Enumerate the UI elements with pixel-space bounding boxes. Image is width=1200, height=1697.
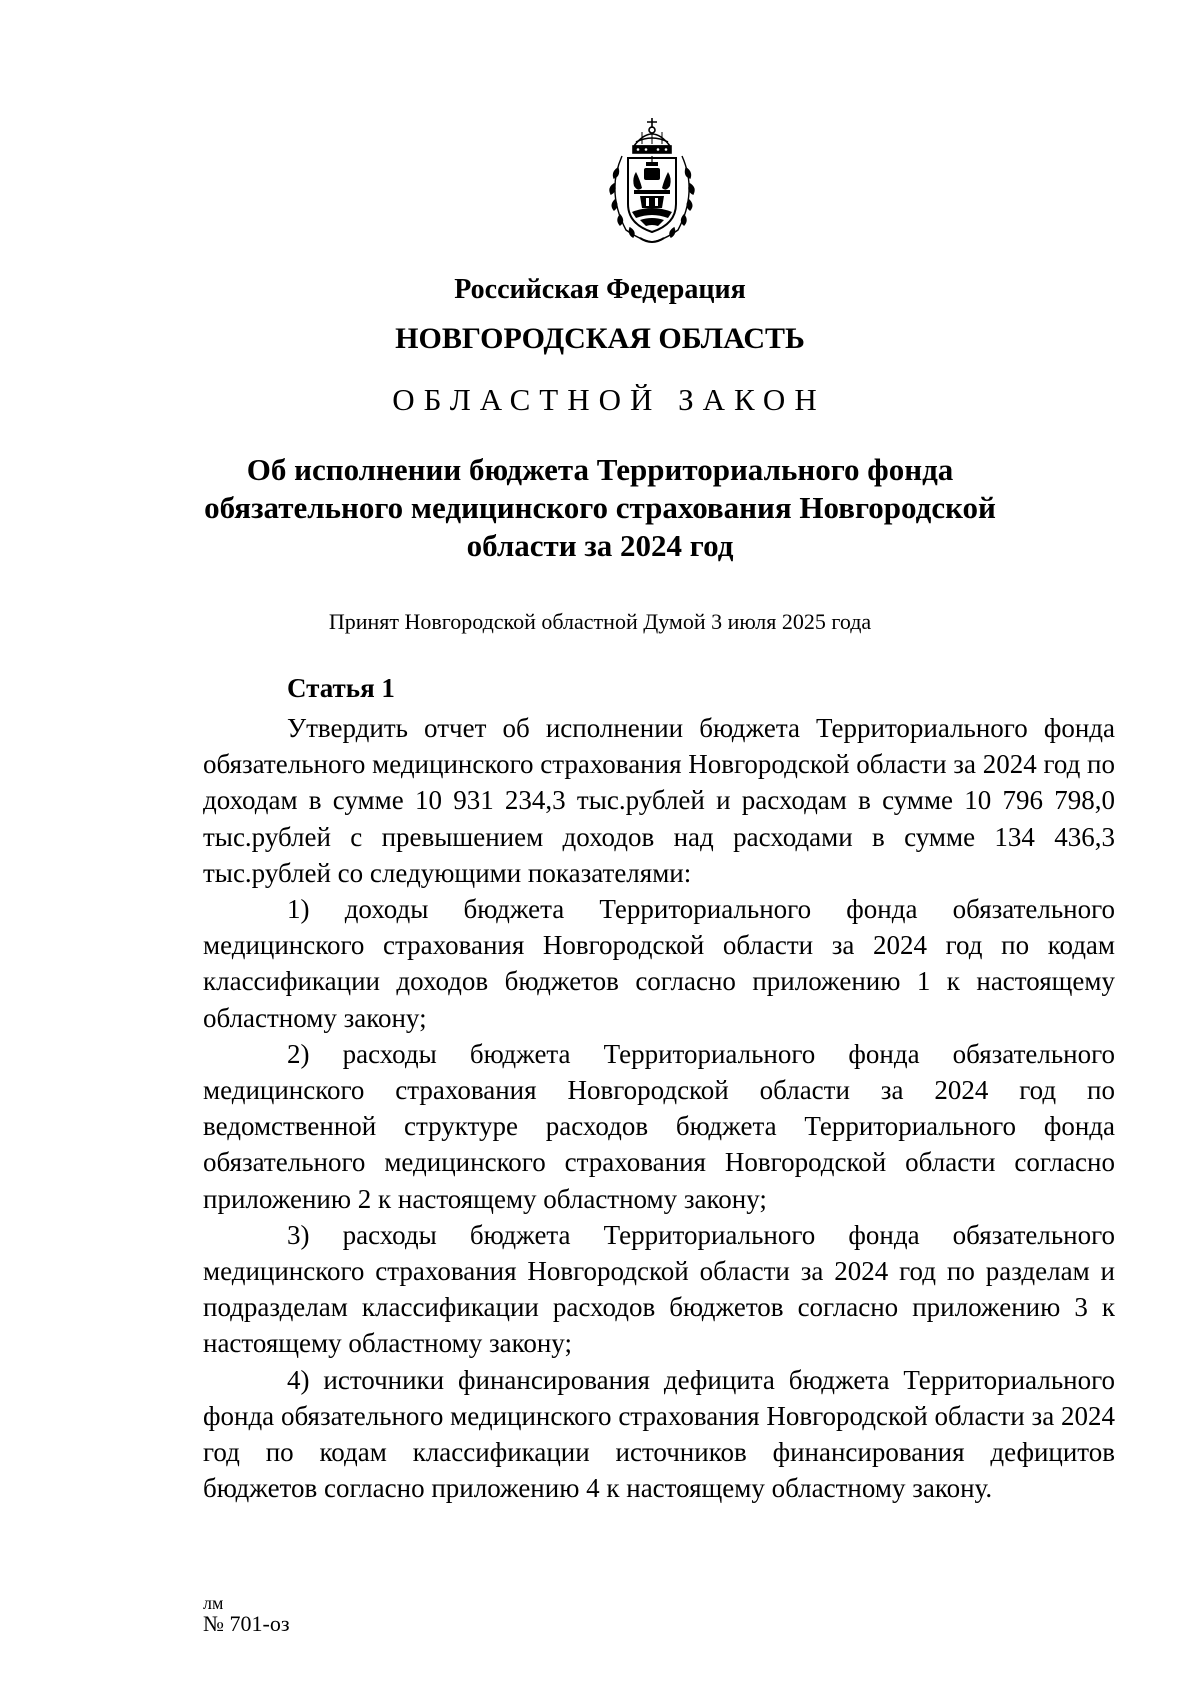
article-heading: Статья 1 <box>287 673 395 703</box>
country-name: Российская Федерация <box>454 274 746 305</box>
document-type: ОБЛАСТНОЙ ЗАКОН <box>392 382 826 417</box>
law-title-line: Об исполнении бюджета Территориального фонда <box>246 452 954 487</box>
coat-of-arms-icon <box>600 112 704 248</box>
adoption-note: Принят Новгородской областной Думой 3 июля 2025 года <box>328 609 872 634</box>
document-footer <box>203 1594 290 1635</box>
article-item: 2) расходы бюджета Территориального фонда обязательного медицинского страхования Новгородской области за 2024 год по ведомственной структуре расходов бюджета Территориального фонда обязательного медицинского страхования Новгородской области согласно приложению 2 к настоящему областному закону; <box>203 1038 1115 1214</box>
article-item: 1) доходы бюджета Территориального фонда обязательного медицинского страхования Новгородской области за 2024 год по кодам классификации доходов бюджетов согласно приложению 1 к настоящему областному закону; <box>203 894 1115 1033</box>
law-title <box>0 451 1200 565</box>
law-number: № 701-оз <box>203 1611 290 1636</box>
article-body <box>203 673 1115 1506</box>
article-item: 4) источники финансирования дефицита бюджета Территориального фонда обязательного медицинского страхования Новгородской области за 2024 год по кодам классификации источников финансирования дефицитов бюджетов согласно приложению 4 к настоящему областному закону. <box>203 1364 1115 1504</box>
executor-initials: лм <box>203 1593 224 1613</box>
region-name: НОВГОРОДСКАЯ ОБЛАСТЬ <box>395 322 805 355</box>
article-intro: Утвердить отчет об исполнении бюджета Территориального фонда обязательного медицинского страхования Новгородской области за 2024 год по доходам в сумме 10 931 234,3 тыс.рублей и расходам в сумме 10 796 798,0 тыс.рублей с превышением доходов над расходами в сумме 134 436,3 тыс.рублей со следующими показателями: <box>203 713 1116 888</box>
law-title-line: обязательного медицинского страхования Новгородской <box>204 490 996 525</box>
law-title-line: области за 2024 год <box>466 528 734 563</box>
article-item: 3) расходы бюджета Территориального фонда обязательного медицинского страхования Новгородской области за 2024 год по разделам и подразделам классификации расходов бюджетов согласно приложению 3 к настоящему областному закону; <box>203 1219 1115 1359</box>
